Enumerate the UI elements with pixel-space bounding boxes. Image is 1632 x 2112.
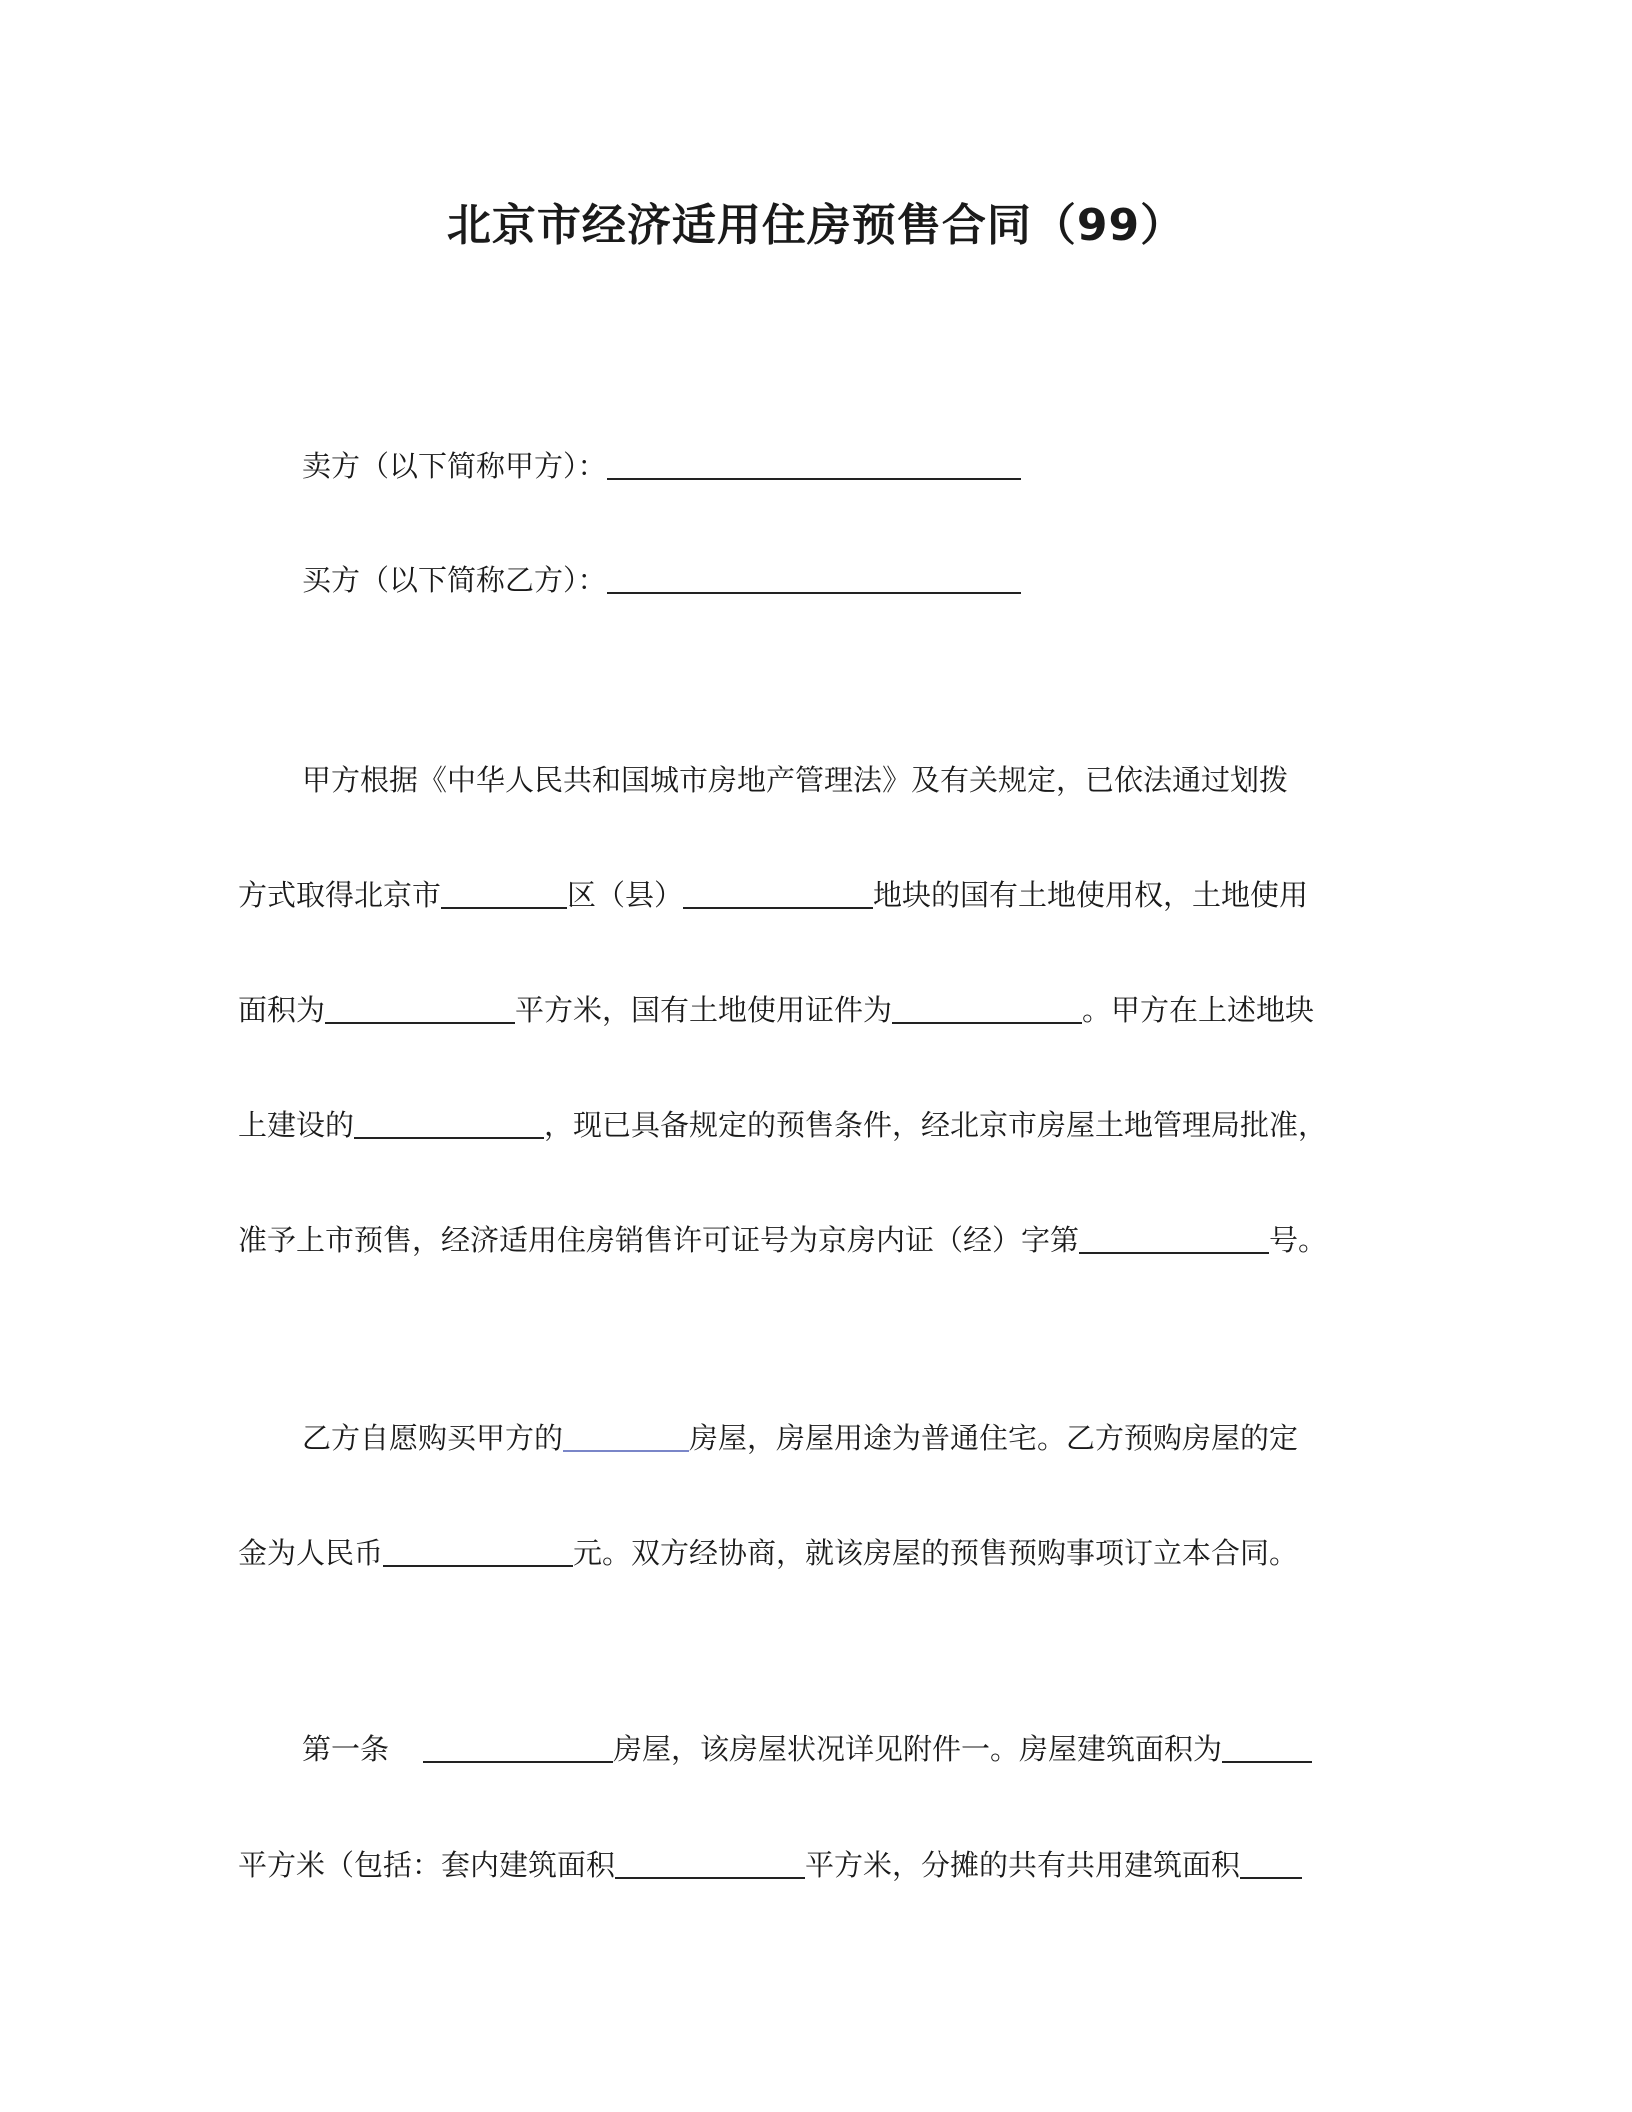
seller-blank[interactable] [607, 448, 1021, 480]
para2-line1 [302, 1416, 1298, 1460]
shared-area-blank[interactable] [1240, 1847, 1302, 1879]
land-cert-blank[interactable] [892, 992, 1082, 1024]
seller-label: 卖方（以下简称甲方）： [302, 449, 607, 483]
deposit-blank[interactable] [383, 1535, 573, 1567]
inner-area-blank[interactable] [615, 1847, 805, 1879]
article1-text-1b: 房屋，该房屋状况详见附件一。房屋建筑面积为 [613, 1732, 1223, 1766]
buyer-label: 买方（以下简称乙方）： [302, 563, 607, 597]
article1-house-blank[interactable] [423, 1731, 613, 1763]
project-blank[interactable] [354, 1107, 544, 1139]
district-blank[interactable] [441, 877, 567, 909]
para1-line3 [238, 988, 1314, 1032]
house-blank[interactable] [563, 1420, 689, 1452]
article1-text-2a: 平方米（包括：套内建筑面积 [238, 1848, 616, 1882]
land-area-blank[interactable] [325, 992, 515, 1024]
para1-text-5a: 准予上市预售，经济适用住房销售许可证号为京房内证（经）字第 [238, 1223, 1080, 1257]
para1-text-5b: 号。 [1269, 1223, 1328, 1257]
para1-text-4b: ，现已具备规定的预售条件，经北京市房屋土地管理局批准， [544, 1108, 1328, 1142]
para1-line1 [302, 758, 1288, 802]
para2-text-2b: 元。双方经协商，就该房屋的预售预购事项订立本合同。 [573, 1536, 1299, 1570]
license-number-blank[interactable] [1079, 1222, 1269, 1254]
para1-line4 [238, 1103, 1327, 1147]
buyer-blank[interactable] [607, 562, 1021, 594]
para2-line2 [238, 1531, 1298, 1575]
article1-text-2b: 平方米，分摊的共有共用建筑面积 [805, 1848, 1241, 1882]
para1-text-3a: 面积为 [238, 993, 326, 1027]
building-area-blank[interactable] [1222, 1731, 1312, 1763]
seller-line [302, 444, 1021, 488]
para1-text-3b: 平方米，国有土地使用证件为 [515, 993, 893, 1027]
para2-text-1b: 房屋，房屋用途为普通住宅。乙方预购房屋的定 [689, 1421, 1299, 1455]
para1-text-2c: 地块的国有土地使用权，土地使用 [873, 878, 1309, 912]
para1-text-2b: 区（县） [567, 878, 684, 912]
article1-line1 [302, 1727, 1312, 1771]
para1-text-3c: 。甲方在上述地块 [1082, 993, 1315, 1027]
para2-text-2a: 金为人民币 [238, 1536, 384, 1570]
para1-line5 [238, 1218, 1327, 1262]
article1-label: 第一条 [302, 1732, 390, 1766]
para2-text-1a: 乙方自愿购买甲方的 [302, 1421, 564, 1455]
article1-line2 [238, 1843, 1302, 1887]
plot-blank[interactable] [683, 877, 873, 909]
para1-line2 [238, 873, 1308, 917]
buyer-line [302, 558, 1021, 602]
para1-text-4a: 上建设的 [238, 1108, 355, 1142]
document-title: 北京市经济适用住房预售合同（99） [446, 200, 1186, 251]
para1-text-1: 甲方根据《中华人民共和国城市房地产管理法》及有关规定，已依法通过划拨 [302, 763, 1289, 797]
para1-text-2a: 方式取得北京市 [238, 878, 442, 912]
